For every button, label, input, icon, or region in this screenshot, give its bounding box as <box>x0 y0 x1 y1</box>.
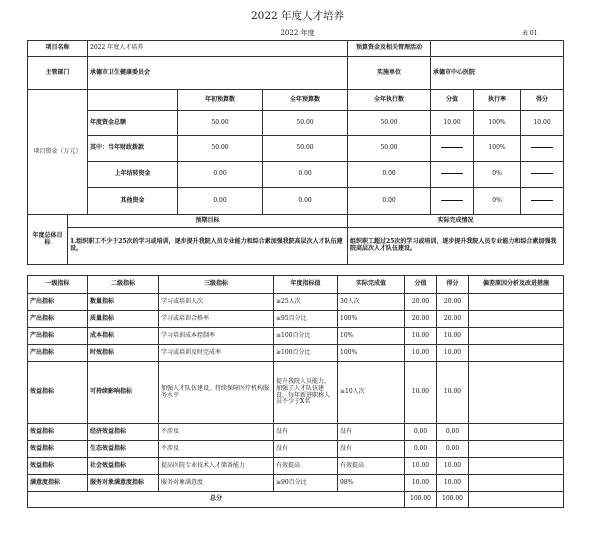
indicator-l1-cell: 效益指标 <box>28 441 88 458</box>
indicator-score-cell: 10.00 <box>405 475 437 492</box>
indicator-got-cell: 10.00 <box>437 458 469 475</box>
funds-header-1: 年初预算数 <box>178 90 263 111</box>
dept-label: 主管部门 <box>28 57 88 90</box>
indicator-l3-cell: 不涉及 <box>159 424 274 441</box>
indicator-l1-cell: 产出指标 <box>28 328 88 345</box>
indicator-l2-cell: 成本指标 <box>88 328 159 345</box>
indicator-got-cell: 10.00 <box>437 328 469 345</box>
indicator-header-cell: 得分 <box>437 276 469 294</box>
indicator-l1-cell: 效益指标 <box>28 458 88 475</box>
indicator-target-cell: ≥90百分比 <box>274 475 338 492</box>
impl-value: 承德市中心医院 <box>431 57 564 90</box>
indicator-target-cell: 提升我院人员能力，加强了人才队伍建设，每年新进职称人员不少于X名 <box>274 362 338 424</box>
indicator-actual-cell: 没有 <box>338 441 405 458</box>
indicator-l1-cell: 效益指标 <box>28 362 88 424</box>
funds-cell <box>521 136 564 162</box>
funds-cell <box>431 162 474 188</box>
indicator-l3-cell: 学习或培训及时完成率 <box>159 345 274 362</box>
indicator-header-cell: 二级指标 <box>88 276 159 294</box>
indicator-score-cell: 20.00 <box>405 311 437 328</box>
indicator-table <box>27 275 564 508</box>
total-score: 100.00 <box>405 492 437 508</box>
indicator-actual-cell: 100% <box>338 311 405 328</box>
goals-expected-text: 1.组织职工不少于25次的学习或培训，逐步提升我院人员专业能力和综合素加强我院高层次人才队伍建设。 <box>68 228 348 265</box>
funds-cell <box>431 136 474 162</box>
indicator-target-cell: 有效提高 <box>274 458 338 475</box>
indicator-header-cell: 实际完成值 <box>338 276 405 294</box>
funds-cell <box>521 188 564 215</box>
indicator-l1-cell: 满意度指标 <box>28 475 88 492</box>
indicator-actual-cell: 10% <box>338 328 405 345</box>
funds-cell: 100% <box>474 136 521 162</box>
indicator-l2-cell: 生态效益指标 <box>88 441 159 458</box>
budget-label: 预算资金及相关管理活动 <box>348 41 431 57</box>
indicator-score-cell: 10.00 <box>405 345 437 362</box>
indicator-actual-cell: 98% <box>338 475 405 492</box>
funds-row-label: 年度资金总额 <box>88 111 178 136</box>
table-row <box>28 345 564 362</box>
funds-cell: 0% <box>474 188 521 215</box>
funds-cell: 0.00 <box>178 162 263 188</box>
indicator-actual-cell: 没有 <box>338 424 405 441</box>
indicator-l3-cell: 学习或培训人次 <box>159 294 274 311</box>
goals-label: 年度总体目标 <box>28 215 68 265</box>
funds-row-label: 其中：当年财政拨款 <box>88 136 178 162</box>
indicator-note-cell <box>469 328 564 345</box>
funds-header-6: 得分 <box>521 90 564 111</box>
indicator-got-cell: 10.00 <box>437 362 469 424</box>
indicator-target-cell: ≥25人次 <box>274 294 338 311</box>
indicator-l2-cell: 可持续影响指标 <box>88 362 159 424</box>
dash-line <box>531 173 553 174</box>
total-label: 总分 <box>28 492 405 508</box>
indicator-l1-cell: 效益指标 <box>28 424 88 441</box>
indicator-l1-cell: 产出指标 <box>28 311 88 328</box>
indicator-got-cell: 10.00 <box>437 475 469 492</box>
indicator-l3-cell: 提高医院专业技术人才储备能力 <box>159 458 274 475</box>
goals-actual-header: 实际完成情况 <box>348 215 564 228</box>
funds-cell: 100% <box>474 111 521 136</box>
indicator-note-cell <box>469 362 564 424</box>
funds-header-3: 全年执行数 <box>348 90 431 111</box>
funds-cell: 0.00 <box>263 162 348 188</box>
funds-cell: 50.00 <box>348 111 431 136</box>
indicator-note-cell <box>469 458 564 475</box>
page-title: 2022 年度人才培养 <box>250 10 345 22</box>
funds-cell: 50.00 <box>178 111 263 136</box>
indicator-l3-cell: 加强人才队伍建设，持续保障医疗机构服务水平 <box>159 362 274 424</box>
impl-label: 实施单位 <box>348 57 431 90</box>
budget-value <box>431 41 564 57</box>
goals-expected-header: 预期目标 <box>68 215 348 228</box>
indicator-score-cell: 10.00 <box>405 362 437 424</box>
indicator-note-cell <box>469 294 564 311</box>
funds-cell: 50.00 <box>348 136 431 162</box>
indicator-actual-cell: ≥10人次 <box>338 362 405 424</box>
dash-line <box>531 147 553 148</box>
indicator-target-cell: 没有 <box>274 424 338 441</box>
indicator-l2-cell: 社会效益指标 <box>88 458 159 475</box>
funds-cell: 50.00 <box>263 136 348 162</box>
dash-line <box>441 173 463 174</box>
indicator-target-cell: ≤100百分比 <box>274 328 338 345</box>
funds-cell: 50.00 <box>263 111 348 136</box>
indicator-header-cell: 三级指标 <box>159 276 274 294</box>
table-row <box>28 294 564 311</box>
indicator-l3-cell: 不涉及 <box>159 441 274 458</box>
indicator-l1-cell: 产出指标 <box>28 345 88 362</box>
indicator-score-cell: 10.00 <box>405 328 437 345</box>
indicator-l1-cell: 产出指标 <box>28 294 88 311</box>
indicator-note-cell <box>469 475 564 492</box>
indicator-score-cell: 0.00 <box>405 441 437 458</box>
indicator-score-cell: 10.00 <box>405 458 437 475</box>
funds-header-4: 分值 <box>431 90 474 111</box>
table-row <box>28 475 564 492</box>
indicator-l3-cell: 学习或培训合格率 <box>159 311 274 328</box>
funds-cell: 0.00 <box>348 188 431 215</box>
funds-group-label: 项目资金（万元） <box>28 90 88 215</box>
indicator-target-cell: ≥95百分比 <box>274 311 338 328</box>
table-row <box>28 458 564 475</box>
dash-line <box>531 200 553 201</box>
dash-line <box>441 200 463 201</box>
funds-row-label: 其他资金 <box>88 188 178 215</box>
indicator-actual-cell: 30人次 <box>338 294 405 311</box>
indicator-score-cell: 0.00 <box>405 424 437 441</box>
indicator-actual-cell: 有效提高 <box>338 458 405 475</box>
indicator-l3-cell: 学习培训成本控制率 <box>159 328 274 345</box>
funds-row-label: 上年结转资金 <box>88 162 178 188</box>
funds-header-2: 全年预算数 <box>263 90 348 111</box>
funds-cell: 10.00 <box>521 111 564 136</box>
table-row <box>28 424 564 441</box>
indicator-note-cell <box>469 311 564 328</box>
indicator-actual-cell: 100% <box>338 345 405 362</box>
indicator-header-cell: 偏差原因分析及改进措施 <box>469 276 564 294</box>
funds-header-5: 执行率 <box>474 90 521 111</box>
funds-cell: 0.00 <box>178 188 263 215</box>
total-row <box>28 492 564 508</box>
dash-line <box>441 147 463 148</box>
indicator-got-cell: 10.00 <box>437 345 469 362</box>
indicator-note-cell <box>469 345 564 362</box>
indicator-got-cell: 20.00 <box>437 294 469 311</box>
funds-cell: 0.00 <box>263 188 348 215</box>
indicator-header-cell: 分值 <box>405 276 437 294</box>
total-got: 100.00 <box>437 492 469 508</box>
funds-cell: 0.00 <box>348 162 431 188</box>
indicator-header-cell: 一级指标 <box>28 276 88 294</box>
goals-actual-text: 组织职工超过25次的学习或培训，逐步提升我院人员专业能力和综合素加强我院高层次人才队伍建设。 <box>348 228 564 265</box>
project-name-value: 2022 年度人才培养 <box>88 41 348 57</box>
indicator-score-cell: 20.00 <box>405 294 437 311</box>
funds-cell: 0% <box>474 162 521 188</box>
funds-cell <box>431 188 474 215</box>
funds-cell: 10.00 <box>431 111 474 136</box>
table-row <box>28 441 564 458</box>
indicator-header-cell: 年度指标值 <box>274 276 338 294</box>
indicator-got-cell: 0.00 <box>437 424 469 441</box>
indicator-l2-cell: 服务对象满意度指标 <box>88 475 159 492</box>
table-row <box>28 328 564 345</box>
indicator-note-cell <box>469 441 564 458</box>
indicator-got-cell: 20.00 <box>437 311 469 328</box>
indicator-l2-cell: 数量指标 <box>88 294 159 311</box>
dept-value: 承德市卫生健康委员会 <box>88 57 348 90</box>
indicator-target-cell: 没有 <box>274 441 338 458</box>
indicator-note-cell <box>469 424 564 441</box>
indicator-got-cell: 0.00 <box>437 441 469 458</box>
table-number: 表 01 <box>522 30 538 37</box>
report-year: 2022 年度 <box>280 29 315 37</box>
indicator-target-cell: ≥100百分比 <box>274 345 338 362</box>
project-name-label: 项目名称 <box>28 41 88 57</box>
indicator-l2-cell: 时效指标 <box>88 345 159 362</box>
indicator-l3-cell: 服务对象满意度 <box>159 475 274 492</box>
table-row <box>28 311 564 328</box>
indicator-header-row <box>28 276 564 294</box>
indicator-l2-cell: 经济效益指标 <box>88 424 159 441</box>
funds-cell: 50.00 <box>178 136 263 162</box>
total-note <box>469 492 564 508</box>
table-row <box>28 362 564 424</box>
funds-cell <box>521 162 564 188</box>
project-info-table <box>27 40 564 265</box>
indicator-l2-cell: 质量指标 <box>88 311 159 328</box>
